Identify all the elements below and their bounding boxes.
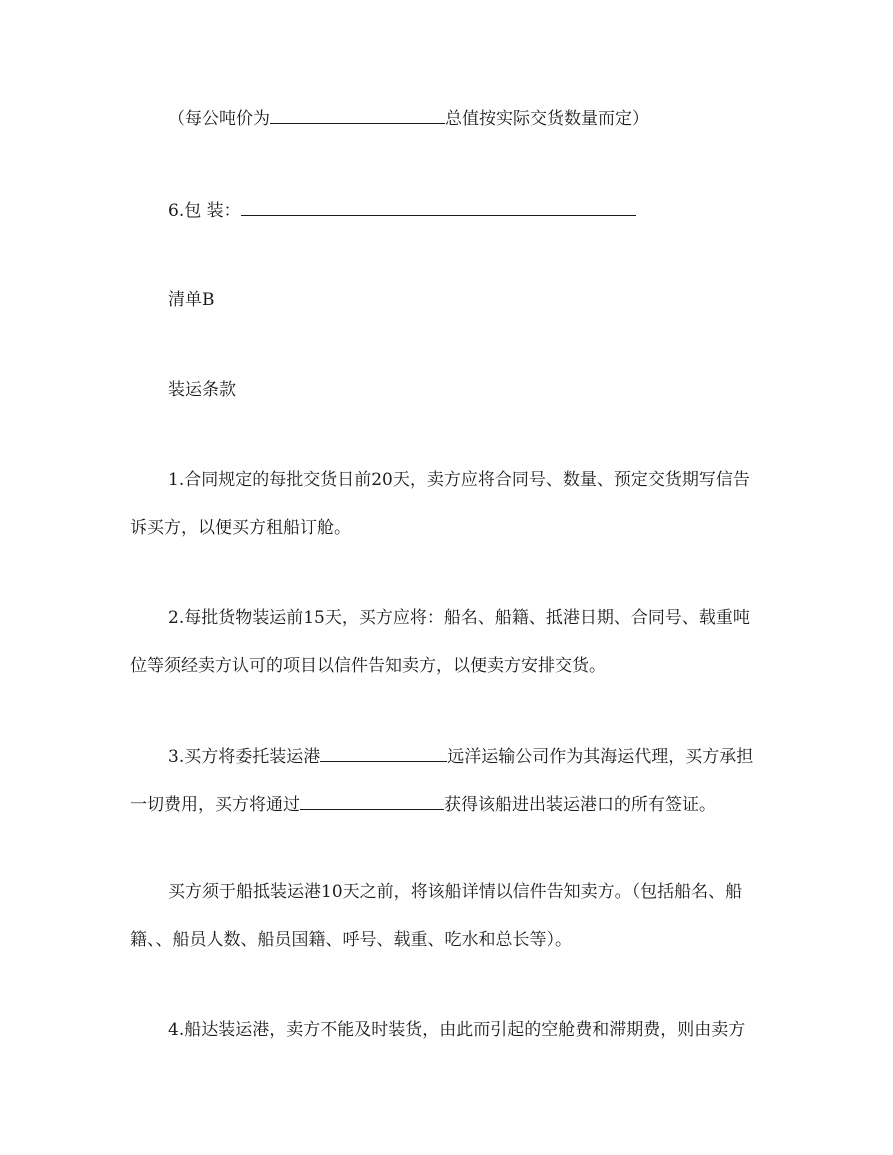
packing-blank (241, 198, 636, 216)
price-note-prefix: （每公吨价为 (168, 109, 270, 129)
agent-blank (300, 792, 444, 810)
buyer-notice-line2: 籍、、船员人数、船员国籍、呼号、载重、吃水和总长等）。 (130, 930, 572, 950)
clause3-line1 (168, 744, 753, 769)
clause3-line1-prefix: 3.买方将委托装运港 (168, 747, 321, 767)
shipping-title: 装运条款 (168, 380, 236, 400)
port-blank (320, 744, 447, 762)
clause3-line2 (130, 792, 716, 817)
packing-label: 6.包 装： (168, 201, 241, 221)
buyer-notice-line1: 买方须于船抵装运港10天之前，将该船详情以信件告知卖方。（包括船名、船 (168, 882, 743, 902)
clause3-line2-suffix: 获得该船进出装运港口的所有签证。 (444, 795, 716, 815)
clause1-line2: 诉买方，以便买方租船订舱。 (130, 518, 351, 538)
clause3-line2-prefix: 一切费用，买方将通过 (130, 795, 300, 815)
price-note-suffix: 总值按实际交货数量而定） (445, 109, 649, 129)
clause2-line1: 2.每批货物装运前15天，买方应将：船名、船籍、抵港日期、合同号、载重吨 (168, 608, 750, 628)
list-title: 清单B (168, 290, 215, 310)
clause4-line1: 4.船达装运港，卖方不能及时装货，由此而引起的空舱费和滞期费，则由卖方 (168, 1020, 746, 1040)
packing-line (168, 198, 636, 223)
clause2-line2: 位等须经卖方认可的项目以信件告知卖方，以便卖方安排交货。 (130, 656, 606, 676)
clause1-line1: 1.合同规定的每批交货日前20天，卖方应将合同号、数量、预定交货期写信告 (168, 470, 750, 490)
clause3-line1-suffix: 远洋运输公司作为其海运代理，买方承担 (447, 747, 754, 767)
price-blank (270, 106, 445, 124)
price-note-line (168, 106, 649, 131)
